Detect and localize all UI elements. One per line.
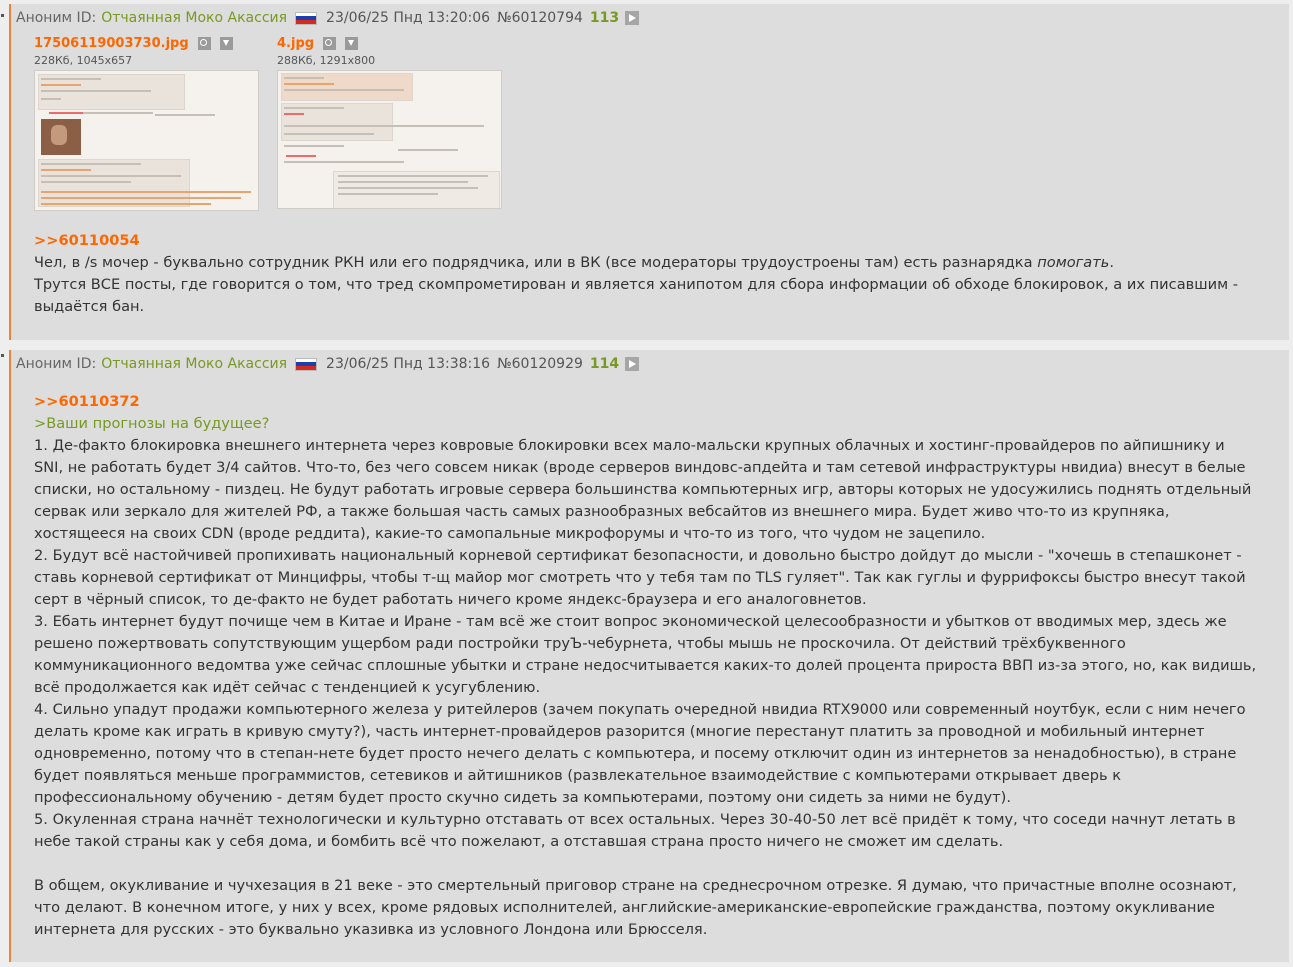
post xyxy=(9,350,1289,962)
post-header xyxy=(16,9,639,27)
post-author: Аноним ID: xyxy=(16,356,97,372)
russia-flag-icon xyxy=(295,12,317,25)
post-header xyxy=(16,355,639,373)
post-line: В общем, окукливание и чучхезация в 21 веке - это смертельный приговор стране на среднесрочном отрезке. Я думаю, что причастные вполне осознают, xyxy=(34,877,1237,894)
post-line: коммуникационного ведомтва уже сейчас сплошные убытки и стране недосчитывается каких-то долей процента прироста ВВП из-за этого, но, как видишь, xyxy=(34,657,1257,674)
post-date: 23/06/25 Пнд 13:20:06 xyxy=(326,10,491,26)
file-meta: 228Кб, 1045x657 xyxy=(34,54,133,67)
thread-marker xyxy=(1,14,4,17)
post-line: SNI, не работать будет 3/4 сайтов. Что-то, без чего совсем никак (вроде серверов виндовс-апдейта и там сетевой инфраструктуры нвидиа) внесут в белые xyxy=(34,459,1246,476)
play-icon[interactable] xyxy=(625,357,639,371)
post-line: 2. Будут всё настойчивей пропихивать национальный корневой сертификат безопасности, и довольно быстро дойдут до мысли - "хочешь в степашконет - xyxy=(34,547,1242,564)
russia-flag-icon xyxy=(295,358,317,371)
post-line: ставь корневой сертификат от Минцифры, чтобы т-щ майор мог смотреть что у тебя там по TLS гуляет". Так как гуглы и фуррифоксы быстро внесут такой xyxy=(34,569,1246,586)
post-line: небе такой страны как у себя дома, и бомбить всё что пожелают, а отставшая страна просто ничего не сможет им сделать. xyxy=(34,833,1004,850)
post-line: сервак или зеркало для жителей РФ, а также большая часть самых разнообразных вебсайтов из внешнего мира. Будет живо что-то из крупняка, xyxy=(34,503,1170,520)
post-line: 4. Сильно упадут продажи компьютерного железа у ритейлеров (зачем покупать очередной нвидиа RTX9000 или современный ноутбук, если с ним нечего xyxy=(34,701,1246,718)
post-body xyxy=(34,230,1238,318)
post-number[interactable]: №60120929 xyxy=(497,356,583,372)
attached-file xyxy=(277,33,502,209)
reply-link[interactable]: >>60110054 xyxy=(34,232,140,249)
image-thumbnail[interactable] xyxy=(34,70,259,211)
greentext-quote: >Ваши прогнозы на будущее? xyxy=(34,415,270,432)
post-count: 113 xyxy=(589,10,620,26)
post-line: выдаётся бан. xyxy=(34,298,145,315)
post-line: списки, но остальному - пиздец. Не будут работать игровые сервера большинства компьютерных игр, авторы которых не удосужились поднять отдельный xyxy=(34,481,1252,498)
post-line: интернета для русских - это буквально указивка из условного Лондона или Брюсселя. xyxy=(34,921,708,938)
poster-id[interactable]: Отчаянная Моко Акассия xyxy=(101,356,288,372)
thread-marker xyxy=(1,354,4,357)
reply-link[interactable]: >>60110372 xyxy=(34,393,140,410)
post xyxy=(9,4,1289,340)
search-image-icon[interactable] xyxy=(198,37,211,50)
poster-id[interactable]: Отчаянная Моко Акассия xyxy=(101,10,288,26)
post-line: 1. Де-факто блокировка внешнего интернета через ковровые блокировки всех мало-мальски крупных облачных и хостинг-провайдеров по айпишнику и xyxy=(34,437,1225,454)
post-line: серт в чёрный список, то де-факто не будет работать ничего кроме яндекс-браузера и его аналоговнетов. xyxy=(34,591,867,608)
post-body xyxy=(34,391,1256,941)
post-number[interactable]: №60120794 xyxy=(497,10,583,26)
post-author: Аноним ID: xyxy=(16,10,97,26)
file-meta: 288Кб, 1291x800 xyxy=(277,54,376,67)
post-line: всё продолжается как идёт сейчас с тенденцией к усугублению. xyxy=(34,679,541,696)
post-line: 5. Окуленная страна начнёт технологически и культурно отставать от всех остальных. Через 30-40-50 лет всё придёт к тому, что соседи начнут летать в xyxy=(34,811,1236,828)
post-line: хостящееся на своих CDN (вроде реддита), какие-то самопальные микрофорумы и что-то из того, что чудом не зацепило. xyxy=(34,525,986,542)
search-image-icon[interactable] xyxy=(323,37,336,50)
download-icon[interactable] xyxy=(345,37,358,50)
post-count: 114 xyxy=(589,356,620,372)
post-line: что делают. В конечном итоге, у них у всех, кроме рядовых исполнителей, английские-американские-европейские гражданства, поэтому окукливание xyxy=(34,899,1215,916)
file-name-link[interactable]: 17506119003730.jpg xyxy=(34,36,189,51)
post-line: одновременно, потому что в степан-нете будет просто нечего делать с компьютера, и посему отключит один из интернетов за ненадобностью), в стране xyxy=(34,745,1237,762)
italic-text: помогать xyxy=(1037,254,1110,271)
attached-file xyxy=(34,33,259,211)
file-name-link[interactable]: 4.jpg xyxy=(277,36,315,51)
post-line: Трутся ВСЕ посты, где говорится о том, что тред скомпрометирован и является ханипотом для сбора информации об обходе блокировок, а их писавшим - xyxy=(34,276,1238,293)
play-icon[interactable] xyxy=(625,11,639,25)
download-icon[interactable] xyxy=(220,37,233,50)
post-line: 3. Ебать интернет будут почище чем в Китае и Иране - там всё же стоит вопрос экономической целесообразности и убытков от вводимых мер, здесь же xyxy=(34,613,1227,630)
post-line: профессиональному обучению - детям будет просто скучно сидеть за компьютерами, поэтому они сидеть за ними не будут). xyxy=(34,789,1011,806)
post-line: Чел, в /s мочер - буквально сотрудник РКН или его подрядчика, или в ВК (все модераторы трудоустроены там) есть разнарядка помогать. xyxy=(34,254,1114,271)
post-date: 23/06/25 Пнд 13:38:16 xyxy=(326,356,491,372)
post-line xyxy=(34,853,1256,875)
post-line: делать кроме как играть в кривую смуту?), часть интернет-провайдеров разорится (многие перестанут платить за проводной и мобильный интернет xyxy=(34,723,1205,740)
post-line: будет появляться меньше программистов, сетевиков и айтишников (развлекательное взаимодействие с компьютерами открывает дверь к xyxy=(34,767,1122,784)
image-thumbnail[interactable] xyxy=(277,70,502,209)
post-line: решено пожертвовать сопутствующим ущербом ради постройки труЪ-чебурнета, чтобы мышь не проскочила. От действий трёхбуквенного xyxy=(34,635,1126,652)
